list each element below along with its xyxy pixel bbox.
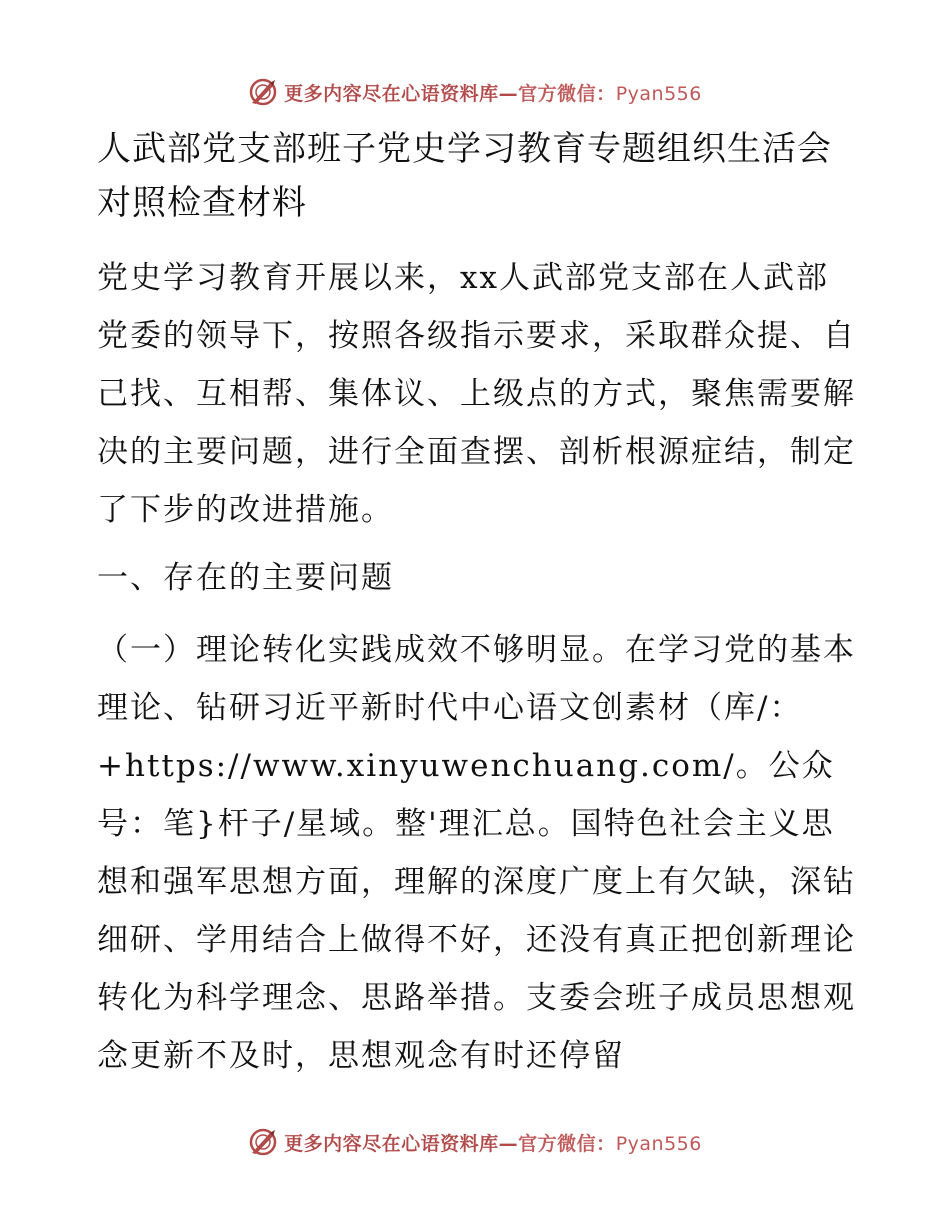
document-title: 人武部党支部班子党史学习教育专题组织生活会对照检查材料 (97, 129, 832, 223)
intro-paragraph: 党史学习教育开展以来，xx人武部党支部在人武部党委的领导下，按照各级指示要求，采取群众提、自己找、互相帮、集体议、上级点的方式，聚焦需要解决的主要问题，进行全面查摆、剖析根源症结，制定了下步的改进措施。 (97, 260, 856, 528)
banner-wechat-account: Pyan556 (615, 1132, 702, 1155)
document-body (97, 122, 857, 1085)
banner-brand-text: 更多内容尽在心语资料库— (284, 82, 519, 105)
section-body-paragraph: （一）理论转化实践成效不够明显。在学习党的基本理论、钻研习近平新时代中心语文创素材（库/：+https://www.xinyuwenchuang.com/。公众号：笔}杆子/星域。整'理汇总。国特色社会主义思想和强军思想方面，理解的深度广度上有欠缺，深钻细研、学用结合上做得不好，还没有真正把创新理论转化为科学理念、思路举措。支委会班子成员思想观念更新不及时，思想观念有时还停留 (97, 632, 856, 1074)
banner-wechat-account: Pyan556 (615, 82, 702, 105)
banner-wechat-label: 官方微信： (518, 82, 616, 105)
banner-wechat-label: 官方微信： (518, 1132, 616, 1155)
banner-text (284, 79, 702, 106)
footer-watermark-banner (0, 1122, 950, 1162)
header-watermark-banner (0, 72, 950, 112)
banner-text (284, 1129, 702, 1156)
quill-logo-icon (248, 1127, 278, 1157)
section-heading: 一、存在的主要问题 (97, 560, 394, 596)
quill-logo-icon (248, 77, 278, 107)
banner-brand-text: 更多内容尽在心语资料库— (284, 1132, 519, 1155)
